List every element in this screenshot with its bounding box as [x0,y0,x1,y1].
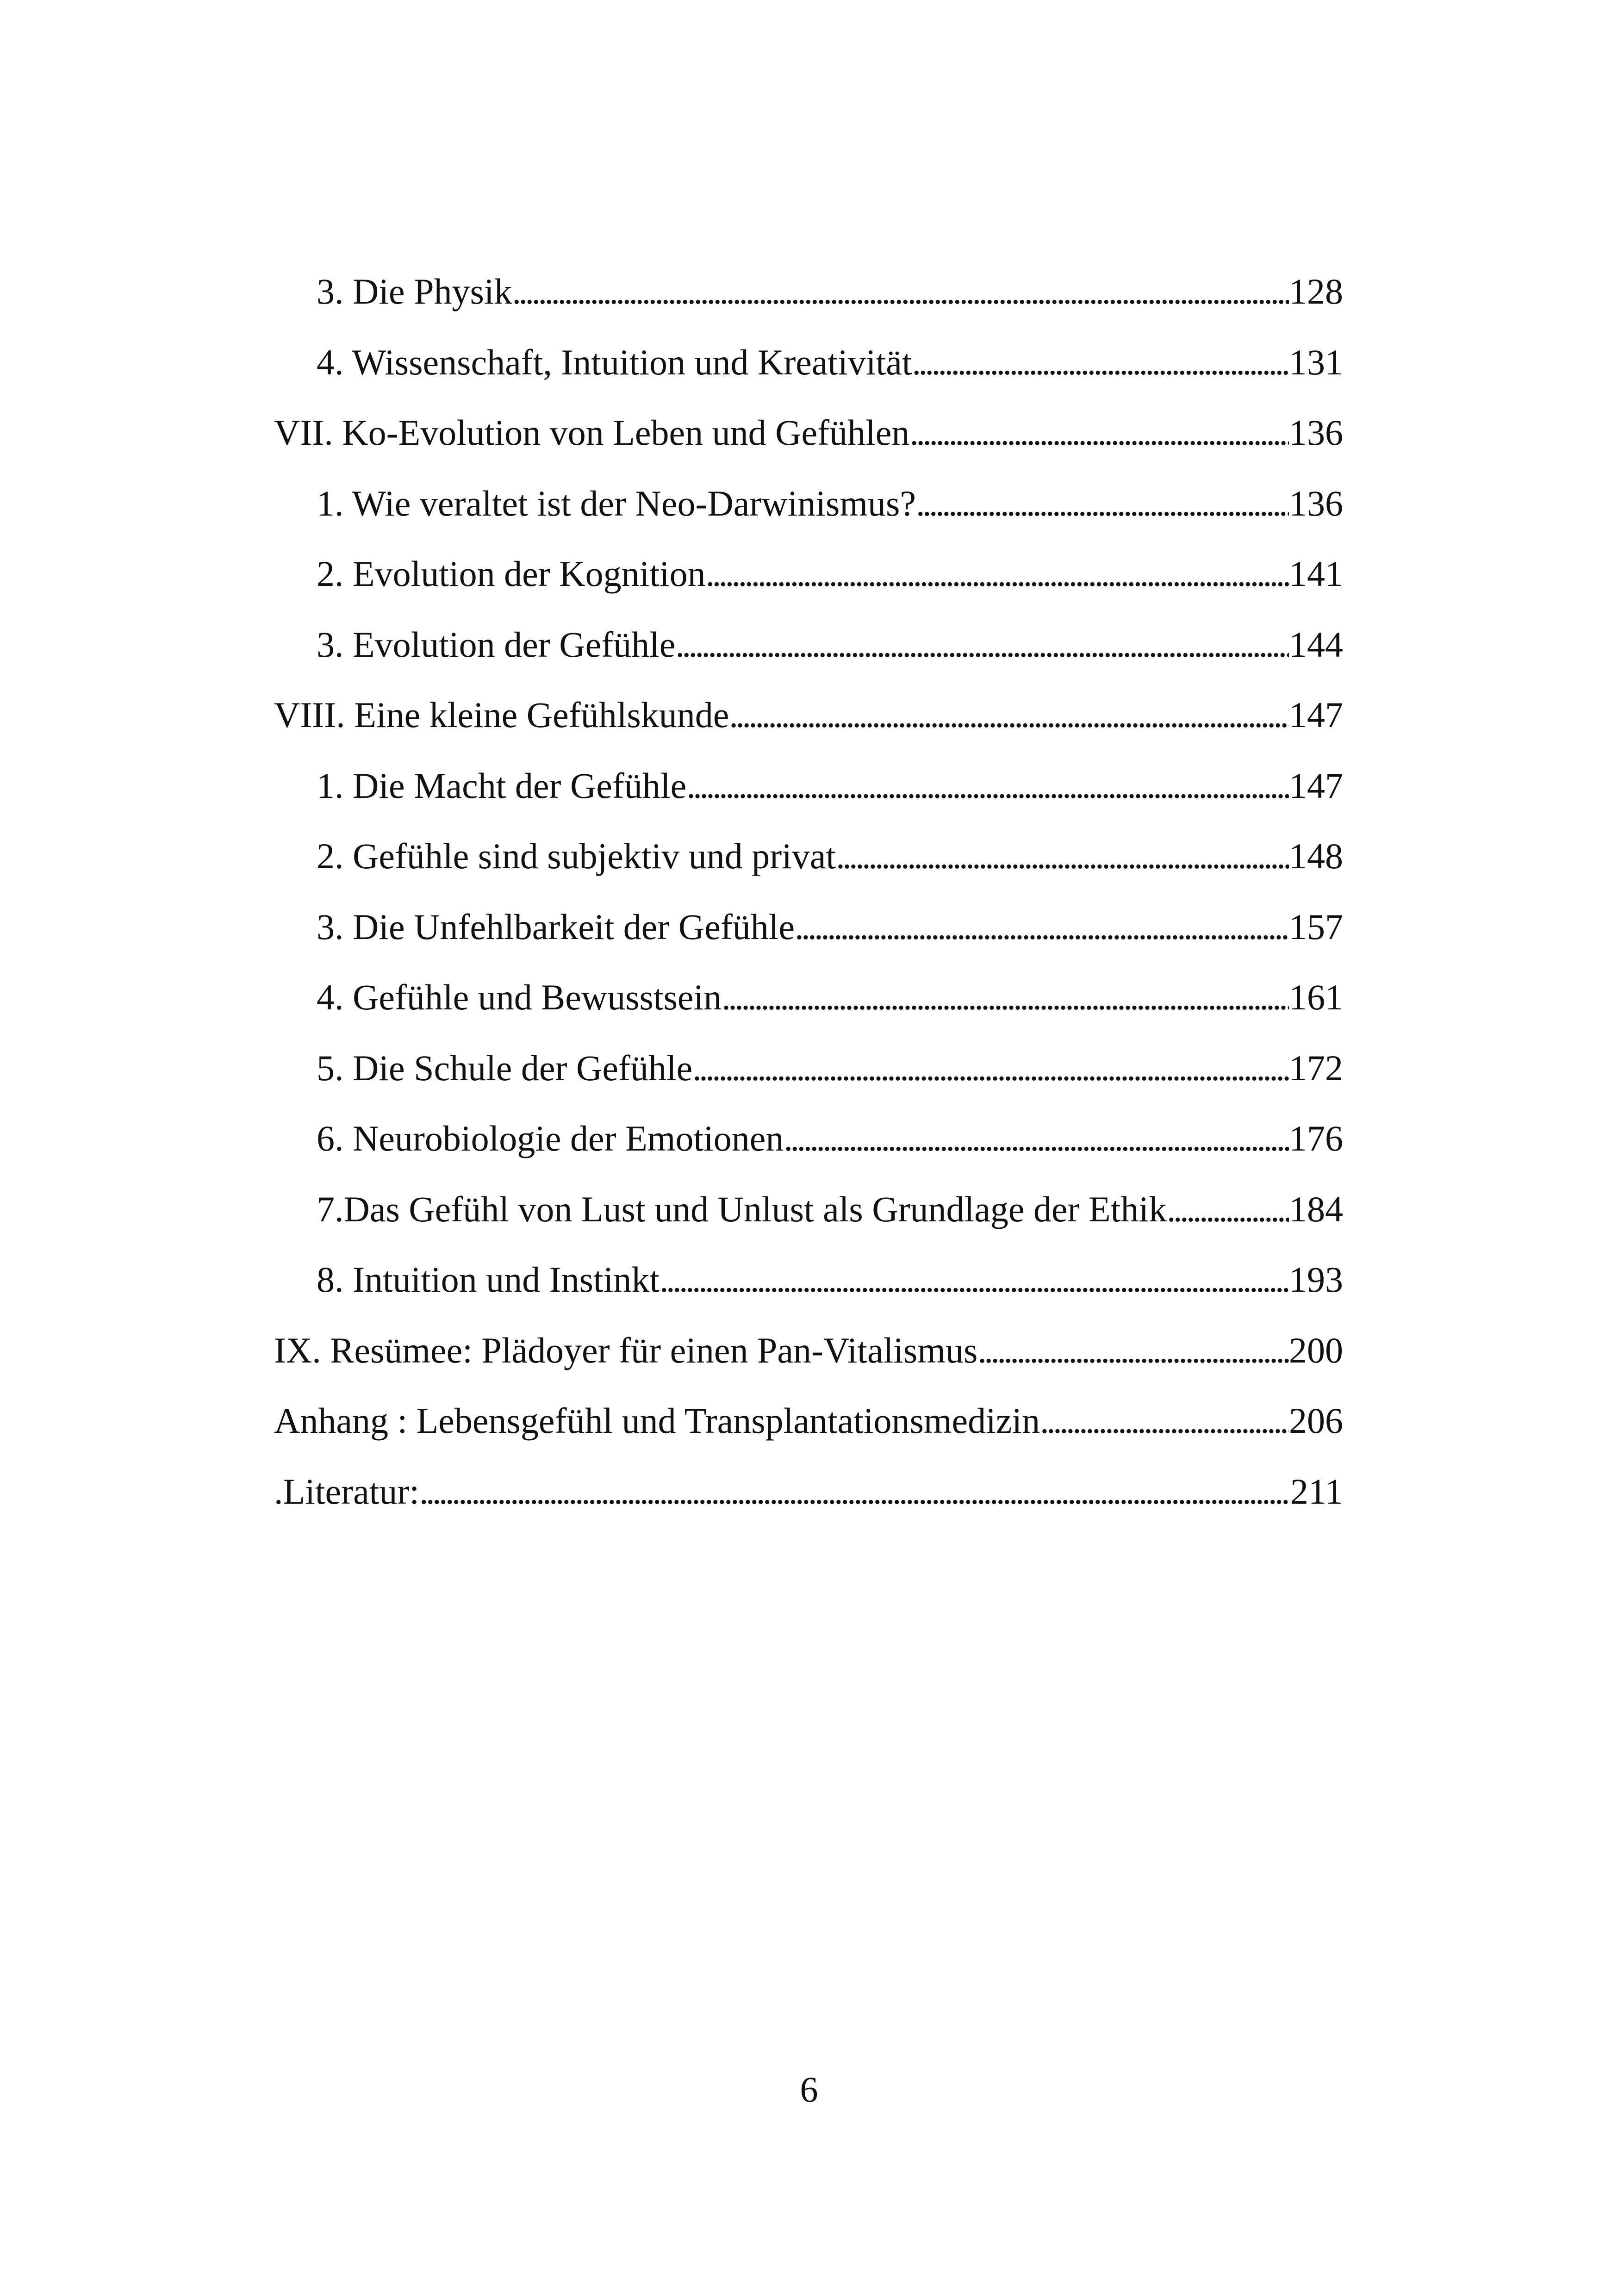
toc-entry-title: 6. Neurobiologie der Emotionen [317,1118,784,1158]
toc-entry-page-number: 161 [1289,977,1343,1017]
dot-leader [686,763,1289,809]
dot-leader [660,1257,1289,1303]
toc-entry-page-number: 172 [1289,1047,1343,1088]
toc-entry-title: 3. Die Unfehlbarkeit der Gefühle [317,906,795,947]
toc-entry-title: 2. Gefühle sind subjektiv und privat [317,836,836,876]
dot-leader [916,480,1289,527]
toc-entry [274,410,1343,480]
dot-leader [729,692,1289,738]
toc-entry [274,551,1343,622]
dot-leader [784,1115,1289,1162]
toc-entry [274,1327,1343,1398]
toc-entry [274,1186,1343,1257]
toc-entry-page-number: 211 [1290,1471,1343,1512]
toc-entry-page-number: 184 [1289,1188,1343,1229]
toc-entry-title: 7.Das Gefühl von Lust und Unlust als Grundlage der Ethik [317,1188,1167,1229]
toc-entry-title: 3. Evolution der Gefühle [317,624,676,665]
toc-entry-page-number: 157 [1289,906,1343,947]
dot-leader [692,1045,1289,1091]
toc-entry [274,268,1343,339]
toc-entry-title: 8. Intuition und Instinkt [317,1259,660,1300]
toc-entry-title: .Literatur: [274,1471,420,1512]
page-number: 6 [800,2069,818,2109]
dot-leader [912,339,1289,386]
toc-entry-title: 3. Die Physik [317,271,512,311]
toc-entry-page-number: 144 [1289,624,1343,665]
toc-entry-page-number: 147 [1289,765,1343,806]
toc-entry-page-number: 147 [1289,695,1343,735]
toc-entry [274,480,1343,551]
toc-entry [274,622,1343,692]
toc-entry-page-number: 206 [1289,1400,1343,1441]
toc-entry-title: VIII. Eine kleine Gefühlskunde [274,695,729,735]
toc-entry-page-number: 128 [1289,271,1343,311]
dot-leader [836,833,1289,879]
toc-entry-page-number: 131 [1289,342,1343,382]
toc-entry [274,833,1343,904]
dot-leader [1040,1398,1289,1444]
dot-leader [1167,1186,1289,1232]
toc-entry [274,1045,1343,1116]
toc-entry-page-number: 148 [1289,836,1343,876]
toc-entry [274,1468,1343,1539]
toc-entry-title: 2. Evolution der Kognition [317,554,706,594]
toc-entry-title: Anhang : Lebensgefühl und Transplantationsmedizin [274,1400,1040,1441]
toc-entry-title: VII. Ko-Evolution von Leben und Gefühlen [274,412,910,453]
dot-leader [722,974,1289,1020]
toc-entry-page-number: 176 [1289,1118,1343,1158]
toc-entry-page-number: 136 [1289,483,1343,523]
dot-leader [795,904,1289,950]
dot-leader [675,622,1289,668]
toc-entry-page-number: 200 [1289,1330,1343,1370]
dot-leader [419,1468,1290,1515]
toc-entry-page-number: 193 [1289,1259,1343,1300]
toc-entry [274,1257,1343,1327]
dot-leader [977,1327,1289,1374]
toc-entry-title: 1. Die Macht der Gefühle [317,765,687,806]
toc-entry-page-number: 141 [1289,554,1343,594]
toc-entry-title: 5. Die Schule der Gefühle [317,1047,693,1088]
table-of-contents [274,268,1343,1539]
dot-leader [706,551,1289,597]
toc-entry-title: 4. Wissenschaft, Intuition und Kreativität [317,342,912,382]
toc-entry [274,692,1343,763]
toc-entry-title: 4. Gefühle und Bewusstsein [317,977,722,1017]
toc-entry [274,904,1343,975]
toc-entry-page-number: 136 [1289,412,1343,453]
toc-entry [274,763,1343,834]
toc-entry [274,1115,1343,1186]
toc-entry-title: 1. Wie veraltet ist der Neo-Darwinismus? [317,483,916,523]
dot-leader [512,268,1289,315]
toc-entry-title: IX. Resümee: Plädoyer für einen Pan-Vitalismus [274,1330,978,1370]
dot-leader [909,410,1289,456]
toc-entry [274,1398,1343,1468]
toc-entry [274,339,1343,410]
toc-entry [274,974,1343,1045]
